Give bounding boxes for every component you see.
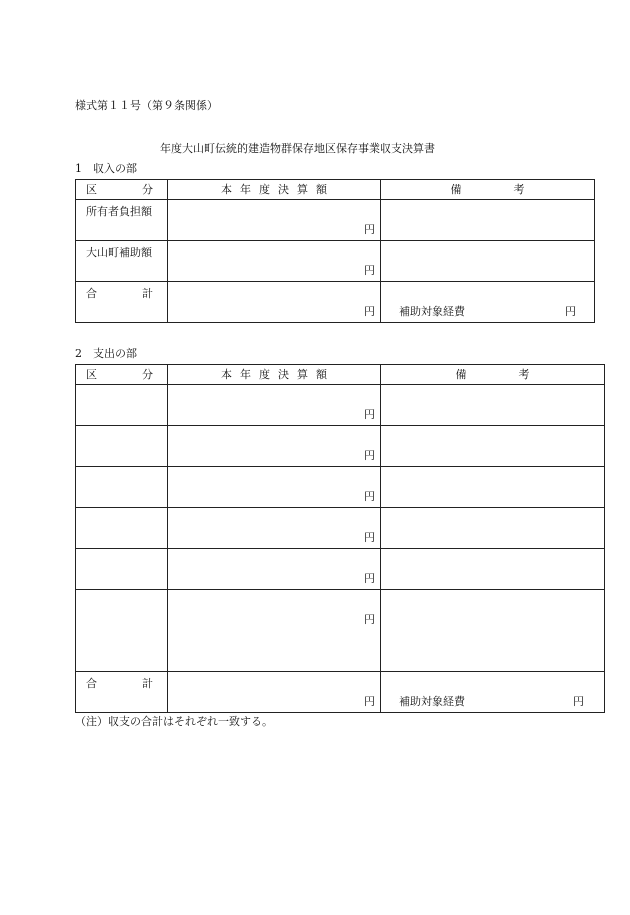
expense-header-row [76, 365, 605, 385]
expense-header-amount [168, 365, 381, 385]
income-header-amount-char: 決 [278, 183, 289, 196]
expense-row-amount[interactable] [168, 385, 381, 426]
expense-row-yen: 円 [364, 449, 375, 462]
income-row-amount[interactable] [168, 241, 381, 282]
expense-row [76, 549, 605, 590]
expense-row [76, 508, 605, 549]
income-total-yen: 円 [364, 305, 375, 318]
expense-header-category-char: 区 [86, 368, 97, 381]
expense-row-yen: 円 [364, 408, 375, 421]
expense-row-remarks[interactable] [381, 590, 605, 672]
income-total-row [76, 282, 595, 323]
expense-row-tall [76, 590, 605, 672]
income-header-amount-char: 算 [297, 183, 308, 196]
expense-header-amount-char: 年 [240, 368, 251, 381]
expense-total-remarks[interactable] [381, 672, 605, 713]
expense-subsidy-eligible-label: 補助対象経費 [399, 695, 465, 708]
expense-header-remarks [381, 365, 605, 385]
income-table [75, 179, 595, 323]
expense-row-remarks[interactable] [381, 385, 605, 426]
income-row-category-label: 所有者負担額 [86, 205, 152, 218]
income-row-remarks[interactable] [381, 241, 595, 282]
income-header-remarks [381, 180, 595, 200]
form-number: 様式第１１号（第９条関係） [75, 99, 218, 112]
income-subsidy-eligible-label: 補助対象経費 [399, 305, 465, 318]
expense-total-label [76, 672, 168, 713]
expense-row-yen: 円 [364, 531, 375, 544]
expense-row-remarks[interactable] [381, 508, 605, 549]
expense-header-remarks-char: 考 [518, 368, 530, 381]
expense-header-category-char: 分 [142, 368, 153, 381]
expense-total-label-char: 計 [142, 677, 153, 690]
expense-header-amount-char: 度 [259, 368, 270, 381]
income-header-amount-char: 額 [316, 183, 327, 196]
expense-row [76, 385, 605, 426]
expense-row-category[interactable] [76, 508, 168, 549]
income-row-category [76, 241, 168, 282]
expense-row [76, 467, 605, 508]
expense-header-amount-char: 本 [221, 368, 232, 381]
income-row-category-label: 大山町補助額 [86, 246, 152, 259]
expense-row-category[interactable] [76, 385, 168, 426]
expense-header-amount-char: 決 [278, 368, 289, 381]
income-section-heading: 1 収入の部 [75, 162, 137, 175]
expense-header-amount-char: 額 [316, 368, 327, 381]
income-row-yen: 円 [364, 264, 375, 277]
income-row-amount[interactable] [168, 200, 381, 241]
expense-total-label-char: 合 [86, 677, 97, 690]
expense-row-amount[interactable] [168, 467, 381, 508]
footnote: （注）収支の合計はそれぞれ一致する。 [75, 715, 273, 728]
expense-row-category[interactable] [76, 467, 168, 508]
income-header-category-char: 区 [86, 183, 97, 196]
expense-total-row [76, 672, 605, 713]
expense-row-remarks[interactable] [381, 467, 605, 508]
income-total-label-char: 合 [86, 287, 97, 300]
income-header-category [76, 180, 168, 200]
expense-row-amount[interactable] [168, 549, 381, 590]
expense-row-category[interactable] [76, 426, 168, 467]
expense-row [76, 426, 605, 467]
income-row-yen: 円 [364, 223, 375, 236]
expense-row-amount[interactable] [168, 426, 381, 467]
expense-total-yen: 円 [364, 695, 375, 708]
expense-total-amount[interactable] [168, 672, 381, 713]
expense-row-remarks[interactable] [381, 549, 605, 590]
expense-row-amount[interactable] [168, 508, 381, 549]
document-title: 年度大山町伝統的建造物群保存地区保存事業収支決算書 [160, 142, 435, 155]
expense-row-yen: 円 [364, 490, 375, 503]
expense-row-category-label [76, 467, 167, 472]
expense-row-amount[interactable] [168, 590, 381, 672]
income-row [76, 241, 595, 282]
income-subsidy-eligible-yen: 円 [565, 305, 576, 318]
expense-header-category [76, 365, 168, 385]
expense-subsidy-eligible-yen: 円 [573, 695, 584, 708]
income-header-row [76, 180, 595, 200]
expense-row-category-label [76, 508, 167, 513]
expense-header-remarks-char: 備 [455, 368, 467, 381]
income-total-amount[interactable] [168, 282, 381, 323]
expense-row-category-label [76, 549, 167, 554]
income-header-amount [168, 180, 381, 200]
expense-row-category-label [76, 590, 167, 595]
expense-row-category[interactable] [76, 549, 168, 590]
expense-row-yen: 円 [364, 572, 375, 585]
income-total-remarks[interactable] [381, 282, 595, 323]
expense-section-heading: 2 支出の部 [75, 347, 137, 360]
expense-row-category-label [76, 426, 167, 431]
income-row-category [76, 200, 168, 241]
income-header-remarks-char: 考 [513, 183, 525, 196]
income-row [76, 200, 595, 241]
income-header-amount-char: 年 [240, 183, 251, 196]
income-total-label [76, 282, 168, 323]
expense-row-category[interactable] [76, 590, 168, 672]
income-header-category-char: 分 [142, 183, 153, 196]
expense-row-remarks[interactable] [381, 426, 605, 467]
income-total-label-char: 計 [142, 287, 153, 300]
expense-row-category-label [76, 385, 167, 390]
income-header-amount-char: 度 [259, 183, 270, 196]
expense-header-amount-char: 算 [297, 368, 308, 381]
income-header-remarks-char: 備 [450, 183, 462, 196]
income-row-remarks[interactable] [381, 200, 595, 241]
expense-table [75, 364, 605, 713]
income-header-amount-char: 本 [221, 183, 232, 196]
expense-row-yen: 円 [364, 613, 375, 626]
